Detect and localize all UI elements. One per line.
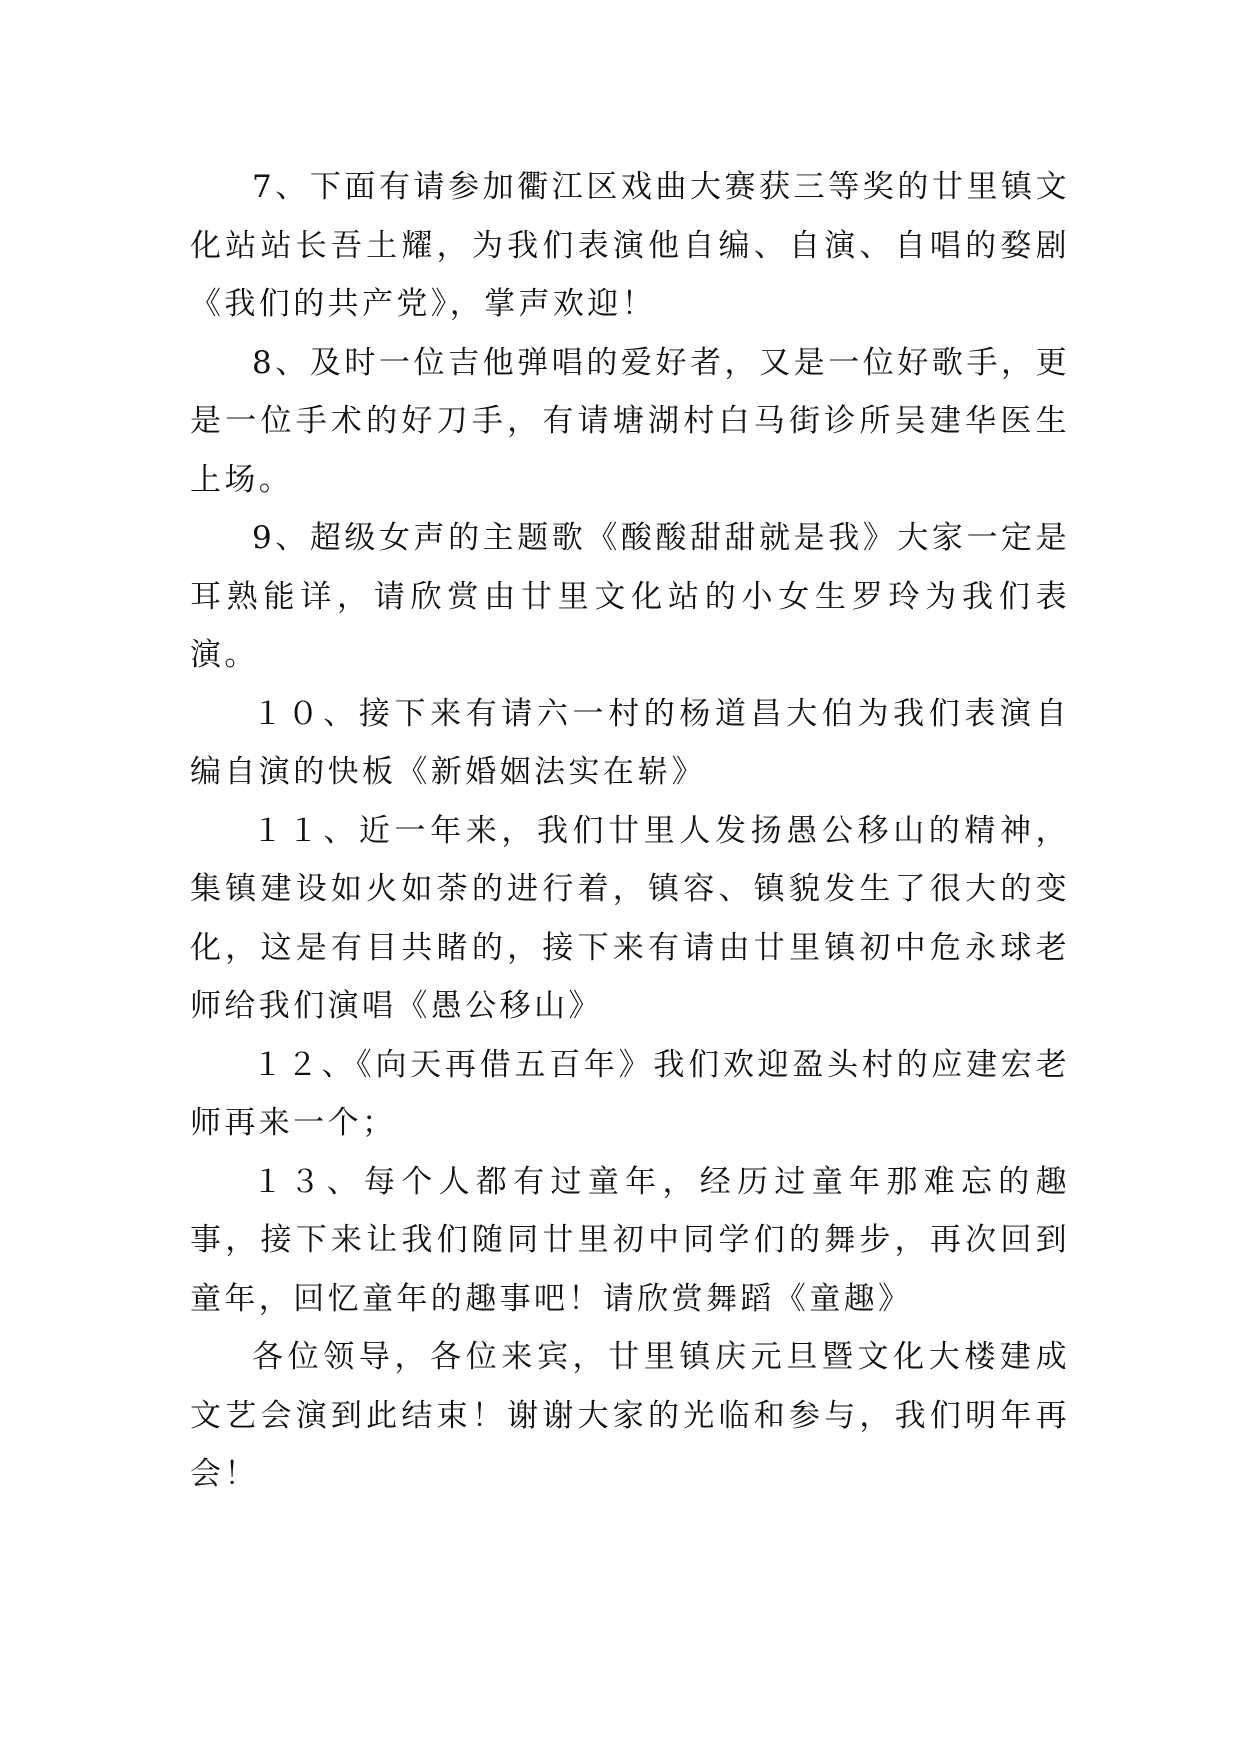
document-body [190,158,1070,1504]
paragraph-item-7: 7、下面有请参加衢江区戏曲大赛获三等奖的廿里镇文化站站长吾土耀，为我们表演他自编、自演、自唱的婺剧《我们的共产党》，掌声欢迎！ [190,169,1070,322]
paragraph-item-9: 9、超级女声的主题歌《酸酸甜甜就是我》大家一定是耳熟能详，请欣赏由廿里文化站的小女生罗玲为我们表演。 [190,520,1070,673]
paragraph-item-8: 8、及时一位吉他弹唱的爱好者，又是一位好歌手，更是一位手术的好刀手，有请塘湖村白马街诊所吴建华医生上场。 [190,344,1070,498]
paragraph-item-11: １１、近一年来，我们廿里人发扬愚公移山的精神，集镇建设如火如荼的进行着，镇容、镇貌发生了很大的变化，这是有目共睹的，接下来有请由廿里镇初中危永球老师给我们演唱《愚公移山》 [190,812,1070,1024]
closing-paragraph: 各位领导，各位来宾，廿里镇庆元旦暨文化大楼建成文艺会演到此结束！谢谢大家的光临和参与，我们明年再会！ [190,1339,1070,1492]
paragraph-item-12: １２、《向天再借五百年》我们欢迎盈头村的应建宏老师再来一个； [190,1046,1070,1141]
paragraph-item-13: １３、每个人都有过童年，经历过童年那难忘的趣事，接下来让我们随同廿里初中同学们的舞步，再次回到童年，回忆童年的趣事吧！请欣赏舞蹈《童趣》 [190,1163,1070,1317]
paragraph-item-10: １０、接下来有请六一村的杨道昌大伯为我们表演自编自演的快板《新婚姻法实在崭》 [190,695,1070,790]
